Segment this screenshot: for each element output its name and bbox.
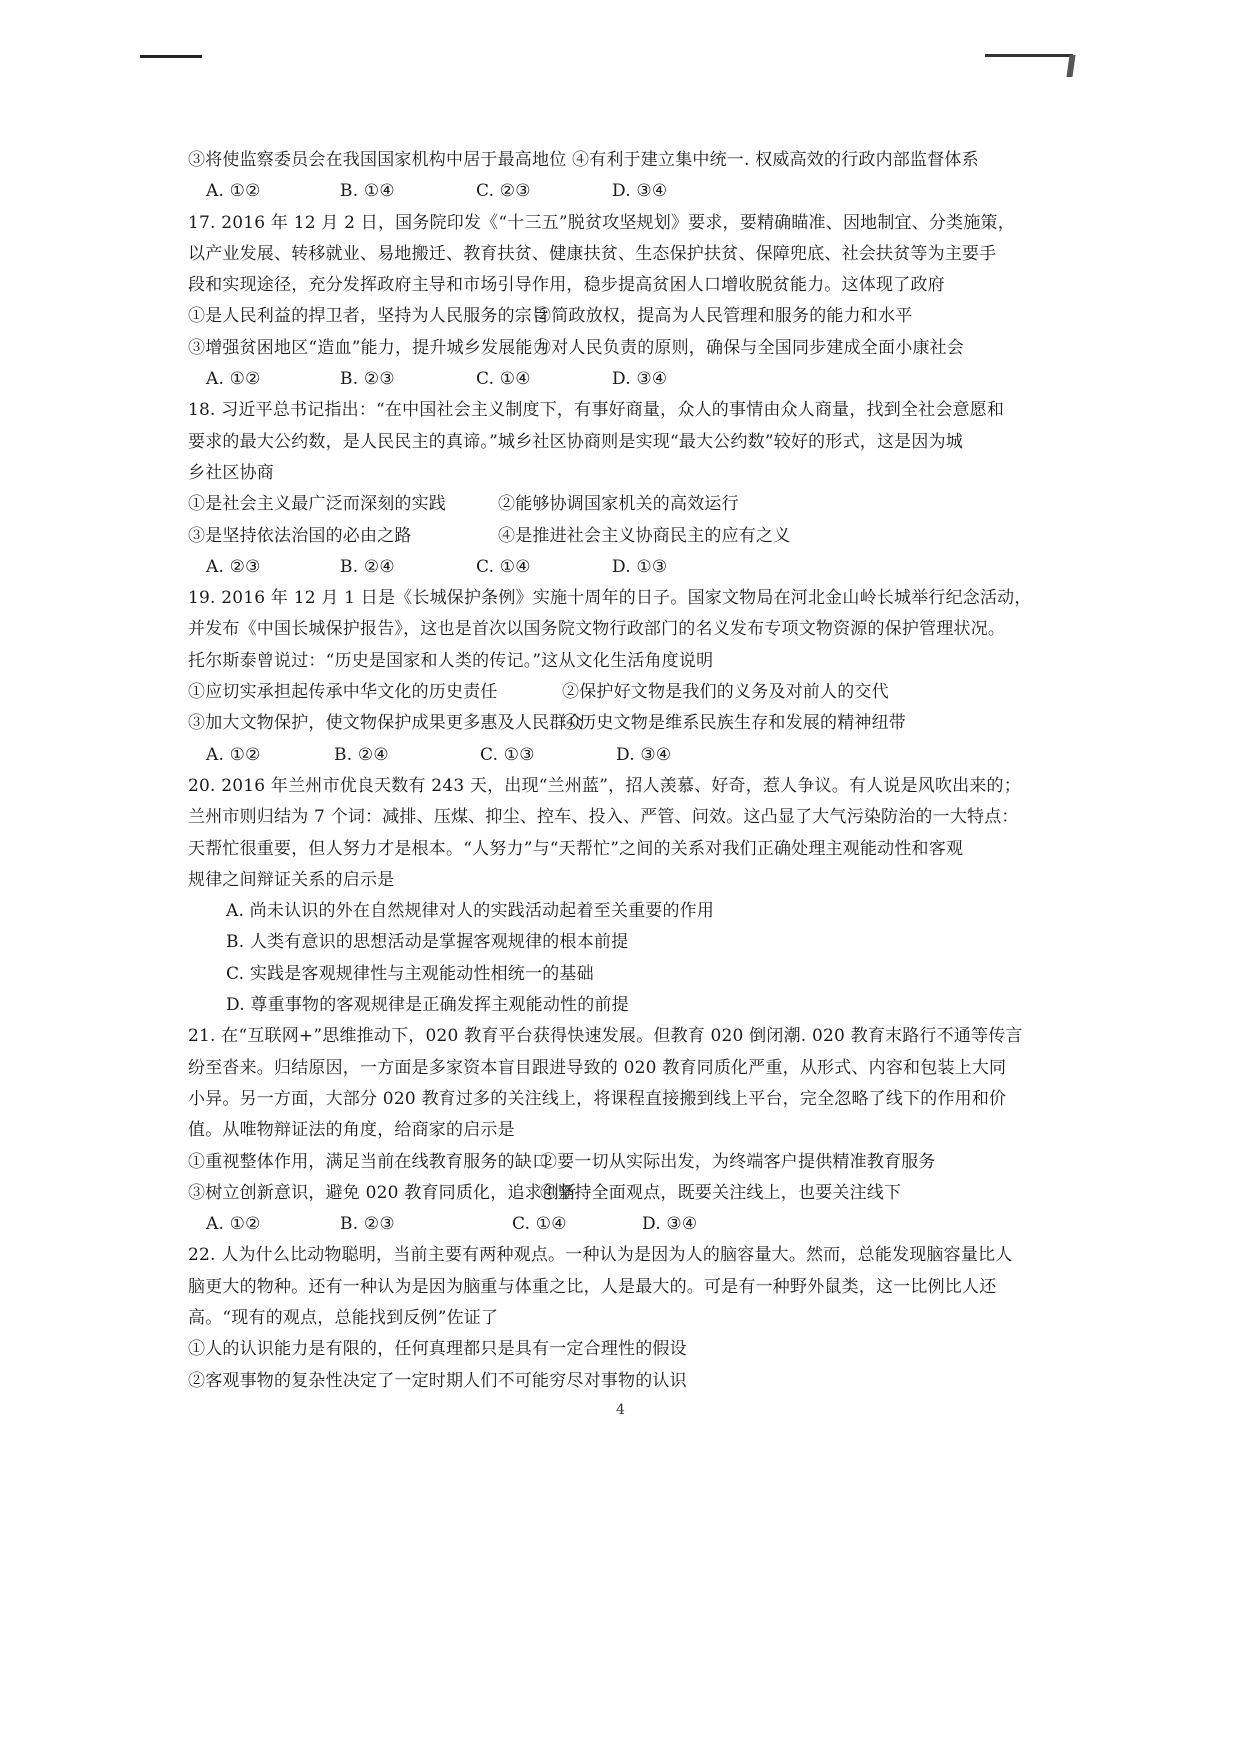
answer-choice-line: D. 尊重事物的客观规律是正确发挥主观能动性的前提 (226, 995, 629, 1016)
answer-option: C. ②③ (476, 181, 531, 202)
statement-left: ③加大文物保护，使文物保护成果更多惠及人民群众 (188, 713, 584, 734)
answer-option: D. ③④ (642, 1214, 698, 1235)
statement-left: ①是人民利益的捍卫者，坚持为人民服务的宗旨 (188, 306, 550, 327)
exam-page-body (188, 145, 1058, 1397)
text-line: 并发布《中国长城保护报告》，这也是首次以国务院文物行政部门的名义发布专项文物资源的保护管理状况。 (188, 619, 1006, 640)
answer-option: B. ①④ (340, 181, 395, 202)
text-line: ②客观事物的复杂性决定了一定时期人们不可能穷尽对事物的认识 (188, 1370, 687, 1391)
text-line: 天帮忙很重要，但人努力才是根本。“人努力”与“天帮忙”之间的关系对我们正确处理主观能动性和客观 (188, 838, 964, 859)
statement-right: ②要一切从实际出发，为终端客户提供精准教育服务 (540, 1151, 936, 1172)
statement-left: ①重视整体作用，满足当前在线教育服务的缺口 (188, 1151, 550, 1172)
statement-pair-row (188, 301, 1058, 332)
text-line: 脑更大的物种。还有一种认为是因为脑重与体重之比，人是最大的。可是有一种野外鼠类，这一比例比人还 (188, 1276, 997, 1297)
answer-option: B. ②④ (340, 556, 395, 577)
statement-right: ②简政放权，提高为人民管理和服务的能力和水平 (534, 306, 913, 327)
statement-left: ①应切实承担起传承中华文化的历史责任 (188, 682, 498, 703)
answer-option: C. ①④ (512, 1214, 567, 1235)
answer-option: C. ①③ (480, 744, 535, 765)
text-line: 纷至沓来。归结原因，一方面是多家资本盲目跟进导致的 020 教育同质化严重，从形式、内容和包装上大同 (188, 1057, 1007, 1078)
answer-choice-line: C. 实践是客观规律性与主观能动性相统一的基础 (226, 963, 594, 984)
text-line: 托尔斯泰曾说过：“历史是国家和人类的传记。”这从文化生活角度说明 (188, 650, 714, 671)
page-number: 4 (616, 1402, 625, 1418)
text-line: 22. 人为什么比动物聪明，当前主要有两种观点。一种认为是因为人的脑容量大。然而，总能发现脑容量比人 (188, 1245, 1013, 1266)
text-line: 规律之间辩证关系的启示是 (188, 869, 395, 890)
answer-option: B. ②④ (334, 744, 389, 765)
statement-pair-row (188, 1147, 1058, 1178)
statement-right: ②保护好文物是我们的义务及对前人的交代 (562, 682, 889, 703)
answer-options-row (188, 364, 1058, 395)
text-line: 兰州市则归结为 7 个词：减排、压煤、抑尘、控车、投入、严管、问效。这凸显了大气污染防治的一大特点： (188, 807, 1019, 828)
answer-option: D. ③④ (612, 369, 668, 390)
scan-edge-mark-right (985, 54, 1073, 57)
answer-option: D. ③④ (612, 181, 668, 202)
text-line: 小异。另一方面，大部分 020 教育过多的关注线上，将课程直接搬到线上平台，完全忽略了线下的作用和价 (188, 1088, 1007, 1109)
answer-option: B. ②③ (340, 1214, 395, 1235)
answer-option: C. ①④ (476, 556, 531, 577)
statement-left: ③树立创新意识，避免 020 教育同质化，追求创新 (188, 1182, 577, 1203)
statement-right: ④对人民负责的原则，确保与全国同步建成全面小康社会 (534, 337, 964, 358)
answer-option: A. ①② (206, 181, 261, 202)
answer-options-row (188, 740, 1058, 771)
scan-corner-mark (1066, 55, 1075, 77)
answer-choice-line: A. 尚未认识的外在自然规律对人的实践活动起着至关重要的作用 (226, 901, 715, 922)
statement-pair-row (188, 1178, 1058, 1209)
text-line: 20. 2016 年兰州市优良天数有 243 天，出现“兰州蓝”，招人羡慕、好奇，惹人争议。有人说是风吹出来的； (188, 775, 1021, 796)
answer-choice-line: B. 人类有意识的思想活动是掌握客观规律的根本前提 (226, 932, 629, 953)
text-line: 高。“现有的观点，总能找到反例”佐证了 (188, 1307, 499, 1328)
statement-left: ③增强贫困地区“造血”能力，提升城乡发展能力 (188, 337, 550, 358)
statement-left: ①是社会主义最广泛而深刻的实践 (188, 494, 446, 515)
text-line: 要求的最大公约数，是人民民主的真谛。”城乡社区协商则是实现“最大公约数”较好的形式，这是因为城 (188, 431, 963, 452)
statement-pair-row (188, 708, 1058, 739)
statement-pair-row (188, 489, 1058, 520)
statement-right: ②能够协调国家机关的高效运行 (498, 494, 739, 515)
statement-right: ④历史文物是维系民族生存和发展的精神纽带 (562, 713, 906, 734)
answer-options-row (188, 176, 1058, 207)
statement-pair-row (188, 677, 1058, 708)
statement-pair-row (188, 521, 1058, 552)
text-line: 以产业发展、转移就业、易地搬迁、教育扶贫、健康扶贫、生态保护扶贫、保障兜底、社会扶贫等为主要手 (188, 243, 997, 264)
text-line: 乡社区协商 (188, 462, 274, 483)
answer-option: B. ②③ (340, 369, 395, 390)
answer-option: A. ①② (206, 1214, 261, 1235)
answer-option: C. ①④ (476, 369, 531, 390)
text-line: 17. 2016 年 12 月 2 日，国务院印发《“十三五”脱贫攻坚规划》要求，要精确瞄准、因地制宜、分类施策， (188, 212, 1015, 233)
scan-edge-mark-left (140, 55, 202, 58)
answer-options-row (188, 552, 1058, 583)
text-line: ①人的认识能力是有限的，任何真理都只是具有一定合理性的假设 (188, 1339, 687, 1360)
text-line: 段和实现途径，充分发挥政府主导和市场引导作用，稳步提高贫困人口增收脱贫能力。这体现了政府 (188, 275, 945, 296)
statement-right: ④是推进社会主义协商民主的应有之义 (498, 525, 791, 546)
statement-right: ④坚持全面观点，既要关注线上，也要关注线下 (540, 1182, 902, 1203)
answer-option: D. ③④ (616, 744, 672, 765)
answer-option: A. ①② (206, 744, 261, 765)
text-line: 值。从唯物辩证法的角度，给商家的启示是 (188, 1120, 515, 1141)
text-line: 19. 2016 年 12 月 1 日是《长城保护条例》实施十周年的日子。国家文物局在河北金山岭长城举行纪念活动， (188, 588, 1032, 609)
answer-option: D. ①③ (612, 556, 668, 577)
answer-option: A. ①② (206, 369, 261, 390)
text-line: 21. 在“互联网+”思维推动下，020 教育平台获得快速发展。但教育 020 倒闭潮. 020 教育末路行不通等传言 (188, 1026, 1023, 1047)
answer-option: A. ②③ (206, 556, 261, 577)
statement-left: ③是坚持依法治国的必由之路 (188, 525, 412, 546)
answer-options-row (188, 1209, 1058, 1240)
text-line: 18. 习近平总书记指出：“在中国社会主义制度下，有事好商量，众人的事情由众人商量，找到全社会意愿和 (188, 400, 1005, 421)
text-line: ③将使监察委员会在我国国家机构中居于最高地位 ④有利于建立集中统一. 权威高效的行政内部监督体系 (188, 150, 979, 170)
statement-pair-row (188, 333, 1058, 364)
